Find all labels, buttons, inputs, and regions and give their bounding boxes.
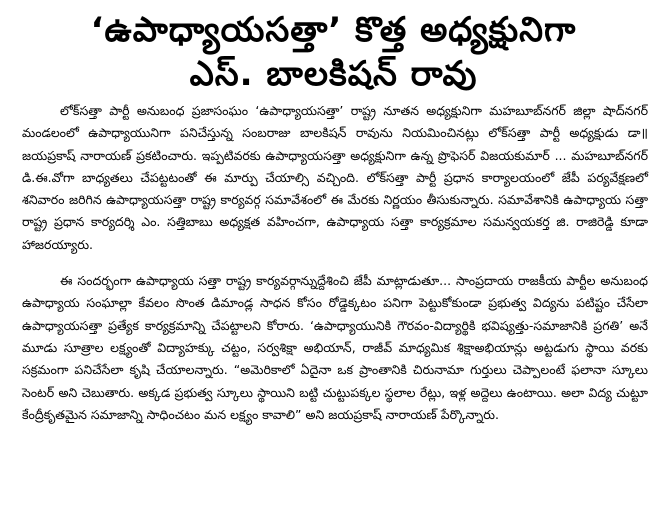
- article-paragraph-2: ఈ సందర్భంగా ఉపాధ్యాయ సత్తా రాష్ట్ర కార్యవర్గాన్నుద్దేశించి జేపీ మాట్లాడుతూ... సాంప్రదాయ రాజకీయ పార్టీల అనుబంధ ఉపాధ్యాయ సంఘాల్లా కేవలం సొంత డిమాండ్ల సాధన కోసం రోడ్డెక్కటం పనిగా పెట్టుకోకుండా ప్రభుత్వ విద్యను పటిష్టం చేసేలా ఉపాధ్యాయసత్తా ప్రత్యేక కార్యక్రమాన్ని చేపట్టాలని కోరారు. ‘ఉపాధ్యాయునికి గౌరవం-విద్యార్థికి భవిష్యత్తు-సమాజానికి ప్రగతి’ అనే మూడు సూత్రాల లక్ష్యంతో విద్యాహక్కు చట్టం, సర్వశిక్షా అభియాన్‌, రాజీవ్‌ మాధ్యమిక శిక్షాఅభియాన్లు అట్టడుగు స్థాయి వరకు సక్రమంగా పనిచేసేలా కృషి చేయాలన్నారు. “అమెరికాలో ఏదైనా ఒక ప్రాంతానికి చిరునామా గుర్తులు చెప్పాలంటే ఫలానా స్కూలు సెంటర్‌ అని చెబుతారు. అక్కడ ప్రభుత్వ స్కూలు స్థాయిని బట్టి చుట్టుపక్కల స్థలాల రేట్లు, ఇళ్ల అద్దెలు ఉంటాయి. అలా విద్య చుట్టూ కేంద్రీకృతమైన సమాజాన్ని సాధించటం మన లక్ష్యం కావాలి” అని జయప్రకాష్‌ నారాయణ్‌ పేర్కొన్నారు.: [22, 273, 648, 422]
- headline: [0, 8, 667, 96]
- headline-line-1: ‘ఉపాధ్యాయసత్తా’ కొత్త అధ్యక్షునిగా: [90, 10, 577, 50]
- article-body: [22, 100, 648, 426]
- headline-line-2: ఎస్‌. బాలకిషన్‌ రావు: [189, 54, 478, 94]
- article-paragraph-1: లోక్‌సత్తా పార్టీ అనుబంధ ప్రజాసంఘం ‘ఉపాధ్యాయసత్తా’ రాష్ట్ర నూతన అధ్యక్షునిగా మహబూబ్‌నగర్‌ జిల్లా షాద్‌నగర్‌ మండలంలో ఉపాధ్యాయునిగా పనిచేస్తున్న సంబరాజు బాలకిషన్‌ రావును నియమించినట్లు లోక్‌సత్తా పార్టీ అధ్యక్షుడు డా॥ జయప్రకాష్‌ నారాయణ్‌ ప్రకటించారు. ఇప్పటివరకు ఉపాధ్యాయసత్తా అధ్యక్షునిగా ఉన్న ప్రొఫెసర్‌ విజయకుమార్‌ ... మహబూబ్‌నగర్‌ డి.ఈ.వోగా బాధ్యతలు చేపట్టటంతో ఈ మార్పు చేయాల్సి వచ్చింది. లోక్‌సత్తా పార్టీ ప్రధాన కార్యాలయంలో జేపీ పర్యవేక్షణలో శనివారం జరిగిన ఉపాధ్యాయసత్తా రాష్ట్ర కార్యవర్గ సమావేశంలో ఈ మేరకు నిర్ణయం తీసుకున్నారు. సమావేశానికి ఉపాధ్యాయ సత్తా రాష్ట్ర ప్రధాన కార్యదర్శి ఎం. సత్తిబాబు అధ్యక్షత వహించగా, ఉపాధ్యాయ సత్తా కార్యక్రమాల సమన్వయకర్త జి. రాజిరెడ్డి కూడా హాజరయ్యారు.: [22, 103, 648, 252]
